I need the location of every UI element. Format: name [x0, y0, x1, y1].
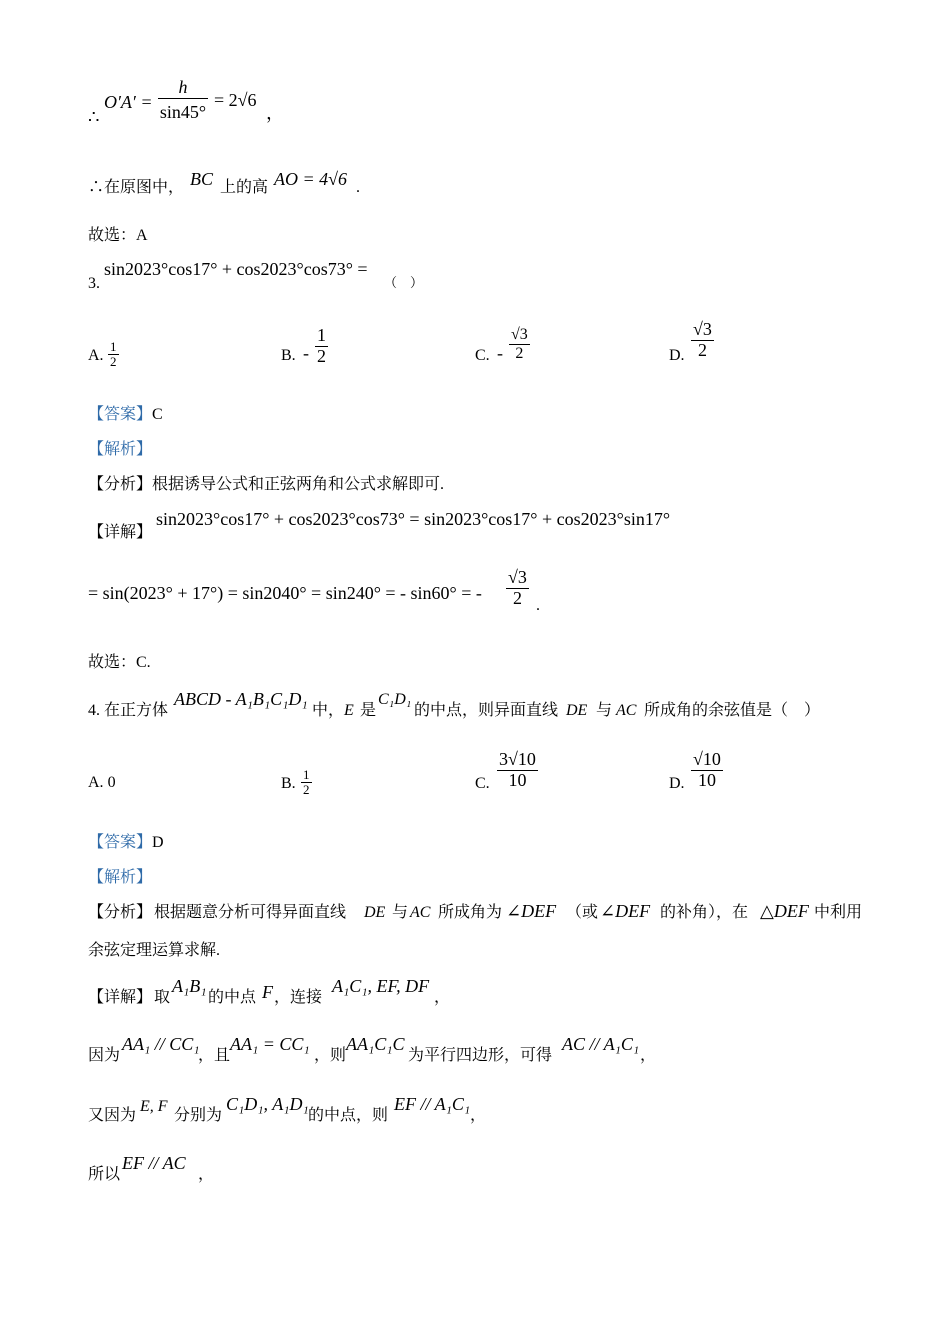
ao-tail: . [356, 179, 360, 196]
fraction-denominator: 10 [508, 769, 527, 790]
fraction-denominator: 10 [697, 769, 716, 790]
q4-e: E [344, 702, 354, 719]
fenxi-tag: 【分析】 [88, 476, 153, 493]
q4-t6: 所成角的余弦值是（ ） [644, 702, 821, 719]
fenxi-text: 根据诱导公式和正弦两角和公式求解即可. [152, 476, 445, 493]
fraction-numerator: 3√10 [499, 749, 536, 769]
fraction-numerator: √10 [693, 749, 721, 769]
option-value: 0 [107, 774, 116, 791]
option-fraction [509, 326, 530, 362]
fenxi-f: 中利用 [814, 904, 863, 921]
option-fraction [497, 750, 538, 791]
q4-number: 4. [88, 702, 100, 719]
option-label: B. [281, 347, 296, 364]
option-fraction [108, 340, 119, 370]
option-sign: - [303, 343, 309, 363]
q4-c1d1: C₁D₁ [378, 691, 412, 708]
d2-tail: ， [640, 1047, 657, 1064]
detail-tag: 【详解】 [88, 989, 153, 1006]
fraction-numerator: √3 [511, 326, 528, 343]
fenxi-triangle: △DEF [760, 901, 809, 921]
d2-aa1-cc1: AA₁ // CC₁ [122, 1034, 200, 1054]
fenxi-e: 的补角），在 [660, 904, 749, 921]
option-label: C. [475, 347, 490, 364]
fraction-numerator: 1 [317, 325, 326, 345]
d1-c: ，连接 [274, 989, 323, 1006]
d4-a: 所以 [88, 1166, 121, 1183]
d1-f: F [262, 982, 273, 1002]
option-label: A. [88, 774, 104, 791]
option-fraction [691, 750, 723, 791]
q4-t1: 在正方体 [104, 702, 169, 719]
option-label: C. [475, 775, 490, 792]
fraction-numerator: 1 [110, 339, 117, 354]
q4-t3: 是 [360, 702, 377, 719]
fraction-numerator: √3 [693, 319, 712, 339]
answer-tag: 【答案】 [88, 834, 153, 851]
q3-analysis-tag: 【解析】 [88, 441, 153, 458]
fenxi-b: 与 [392, 904, 409, 921]
q3-fenxi [88, 477, 444, 493]
q4-answer [88, 835, 164, 851]
option-label: D. [669, 775, 685, 792]
fraction-denominator: 2 [512, 587, 522, 608]
fenxi-c: 所成角为 [438, 904, 503, 921]
fraction-denominator: 2 [515, 344, 524, 362]
eq-oa-rhs: = 2√6 [214, 90, 257, 110]
detail-expr1: sin2023°cos17° + cos2023°cos73° = sin2023°cos17° + cos2023°sin17° [156, 509, 671, 529]
answer-value: D [152, 834, 164, 851]
q4-t4: 的中点，则异面直线 [414, 702, 559, 719]
fenxi-angle1: ∠DEF [506, 901, 557, 921]
d2-quad: AA₁C₁C [346, 1034, 405, 1054]
q4-ac: AC [616, 702, 637, 719]
d2-eq: AA₁ = CC₁ [230, 1034, 310, 1054]
option-label: D. [669, 347, 685, 364]
d1-b: 的中点 [208, 989, 257, 1006]
q3-number: 3. [88, 275, 100, 292]
eq-oa-fraction [158, 78, 208, 123]
fraction-denominator: 2 [303, 782, 310, 798]
ao-bc: BC [190, 169, 214, 189]
d3-parallel: EF // A₁C₁ [394, 1094, 471, 1114]
d2-a: 因为 [88, 1047, 121, 1064]
q4-option-a[interactable] [88, 775, 116, 791]
d3-c: 的中点，则 [308, 1107, 389, 1124]
d3-ef: E, F [140, 1098, 168, 1115]
therefore-symbol: ∴ [88, 107, 100, 127]
q2-choice: 故选：A [88, 227, 148, 244]
option-label: B. [281, 775, 296, 792]
fraction-denominator: 2 [317, 345, 326, 366]
ao-prefix: ∴在原图中， [88, 179, 185, 196]
ao-mid: 上的高 [220, 179, 269, 196]
fraction-numerator: h [178, 77, 188, 97]
q3-answer [88, 407, 163, 423]
d3-tail: ， [470, 1107, 487, 1124]
q4-t5: 与 [596, 702, 613, 719]
detail-expr2: = sin(2023° + 17°) = sin2040° = sin240° = - sin60° = - [88, 583, 482, 603]
d2-b: ，且 [198, 1047, 231, 1064]
d1-a1b1: A₁B₁ [172, 976, 207, 996]
detail-tag: 【详解】 [88, 524, 153, 541]
fraction-denominator: sin45° [159, 101, 207, 122]
d1-list: A₁C₁, EF, DF [332, 976, 430, 996]
q4-de: DE [566, 702, 588, 719]
option-sign: - [497, 343, 503, 363]
q3-paren: （ ） [384, 275, 424, 290]
d3-a: 又因为 [88, 1107, 137, 1124]
q3-choice: 故选：C. [88, 654, 151, 671]
d3-b: 分别为 [174, 1107, 223, 1124]
q4-fenxi-line2: 余弦定理运算求解. [88, 942, 221, 959]
fraction-denominator: 2 [110, 354, 117, 370]
answer-value: C [152, 406, 163, 423]
fraction-numerator: 1 [303, 767, 310, 782]
fenxi-ac: AC [410, 904, 431, 921]
ao-expr: AO = 4√6 [274, 169, 348, 189]
q4-t2: 中， [312, 702, 345, 719]
d2-parallel: AC // A₁C₁ [562, 1034, 640, 1054]
fenxi-tag: 【分析】 [88, 904, 153, 921]
fenxi-a: 根据题意分析可得异面直线 [154, 904, 347, 921]
d4-tail: ， [198, 1166, 215, 1183]
detail-fraction [506, 568, 529, 609]
q3-expression: sin2023°cos17° + cos2023°cos73° = [104, 259, 368, 279]
d4-parallel: EF // AC [122, 1153, 186, 1173]
d3-midpoints: C₁D₁, A₁D₁ [226, 1094, 309, 1114]
fraction-denominator: 2 [697, 339, 707, 360]
fenxi-angle2: ∠DEF [600, 901, 651, 921]
option-fraction [315, 326, 328, 367]
detail-tail: . [536, 597, 540, 614]
eq-oa-tail: ， [266, 103, 284, 123]
option-label: A. [88, 347, 104, 364]
d1-a: 取 [154, 989, 171, 1006]
option-fraction [691, 320, 714, 361]
eq-oa-lhs: O′A′ = [104, 92, 153, 112]
d2-d: 为平行四边形，可得 [408, 1047, 553, 1064]
d2-c: ，则 [314, 1047, 347, 1064]
fenxi-de: DE [364, 904, 386, 921]
q4-cube: ABCD - A₁B₁C₁D₁ [174, 689, 308, 709]
answer-tag: 【答案】 [88, 406, 153, 423]
option-fraction [301, 768, 312, 798]
fraction-numerator: √3 [508, 567, 527, 587]
fenxi-d: （或 [566, 904, 599, 921]
d1-tail: ， [434, 989, 451, 1006]
q4-analysis-tag: 【解析】 [88, 869, 153, 886]
